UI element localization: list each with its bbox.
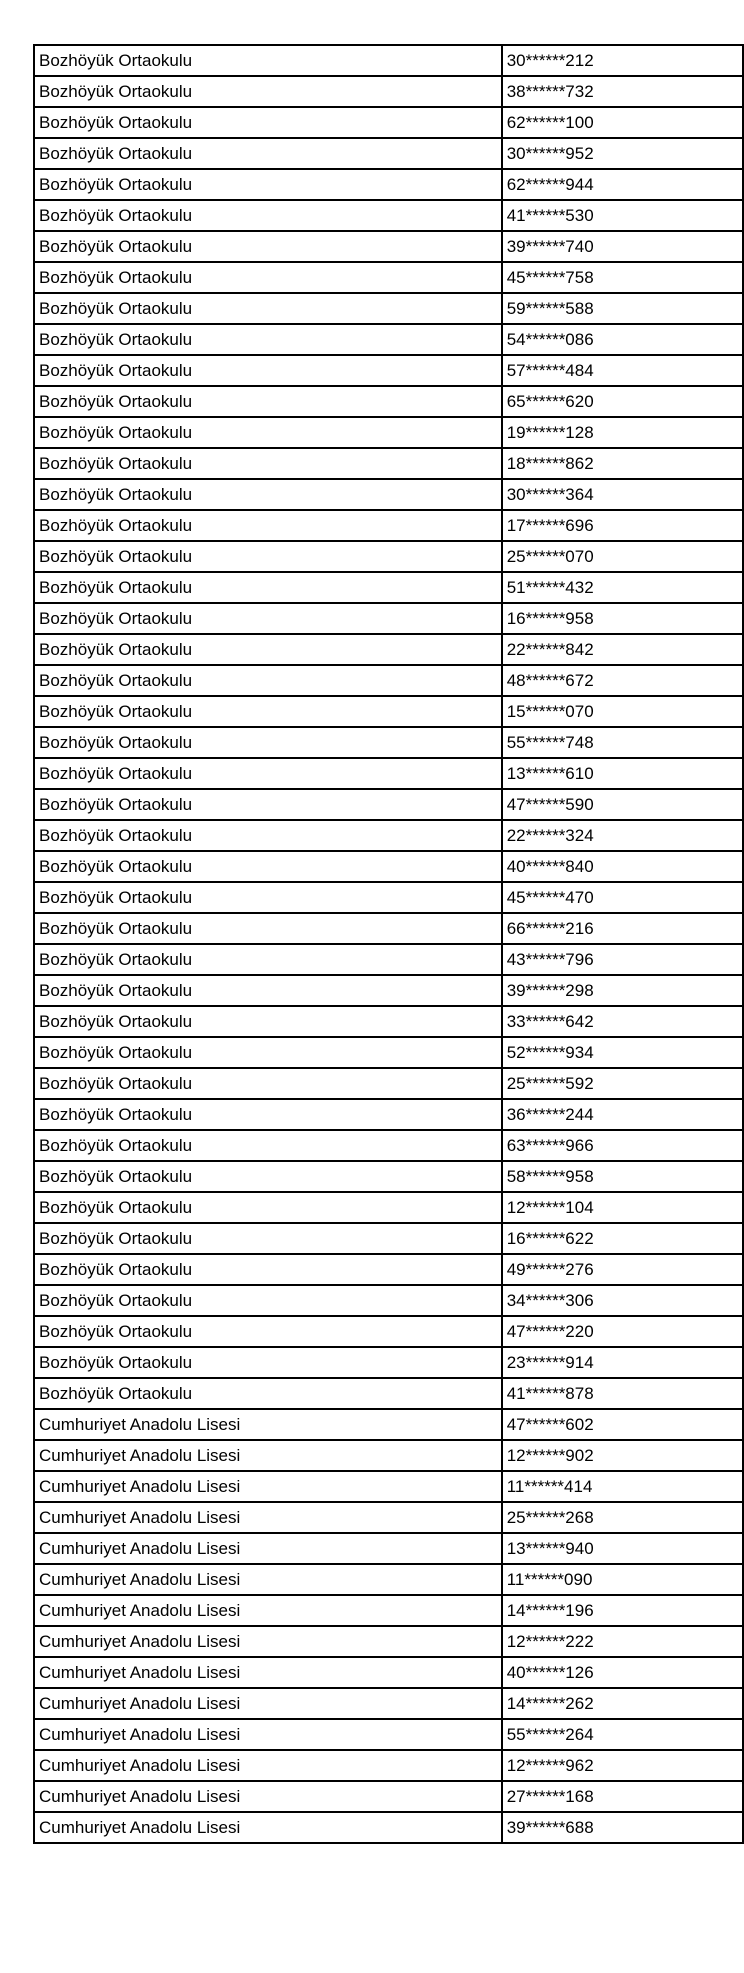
table-row bbox=[34, 76, 743, 107]
table-row bbox=[34, 541, 743, 572]
school-name-cell: Bozhöyük Ortaokulu bbox=[34, 696, 502, 727]
table-row bbox=[34, 1812, 743, 1843]
school-name-cell: Bozhöyük Ortaokulu bbox=[34, 76, 502, 107]
id-number-cell: 45******758 bbox=[502, 262, 743, 293]
table-row bbox=[34, 1254, 743, 1285]
school-name-cell: Bozhöyük Ortaokulu bbox=[34, 1037, 502, 1068]
id-number-cell: 59******588 bbox=[502, 293, 743, 324]
id-number-cell: 12******222 bbox=[502, 1626, 743, 1657]
table-row bbox=[34, 355, 743, 386]
school-name-cell: Cumhuriyet Anadolu Lisesi bbox=[34, 1719, 502, 1750]
table-row bbox=[34, 1781, 743, 1812]
school-name-cell: Bozhöyük Ortaokulu bbox=[34, 45, 502, 76]
table-row bbox=[34, 1006, 743, 1037]
id-number-cell: 55******264 bbox=[502, 1719, 743, 1750]
table-row bbox=[34, 789, 743, 820]
student-table bbox=[33, 44, 744, 1844]
school-name-cell: Bozhöyük Ortaokulu bbox=[34, 1130, 502, 1161]
school-name-cell: Cumhuriyet Anadolu Lisesi bbox=[34, 1564, 502, 1595]
table-row bbox=[34, 1719, 743, 1750]
table-row bbox=[34, 882, 743, 913]
table-row bbox=[34, 1688, 743, 1719]
school-name-cell: Cumhuriyet Anadolu Lisesi bbox=[34, 1440, 502, 1471]
school-name-cell: Bozhöyük Ortaokulu bbox=[34, 1161, 502, 1192]
school-name-cell: Bozhöyük Ortaokulu bbox=[34, 138, 502, 169]
school-name-cell: Bozhöyük Ortaokulu bbox=[34, 603, 502, 634]
document-sheet bbox=[33, 44, 744, 1844]
id-number-cell: 13******940 bbox=[502, 1533, 743, 1564]
table-row bbox=[34, 1595, 743, 1626]
table-row bbox=[34, 1440, 743, 1471]
id-number-cell: 41******530 bbox=[502, 200, 743, 231]
school-name-cell: Bozhöyük Ortaokulu bbox=[34, 200, 502, 231]
table-row bbox=[34, 1223, 743, 1254]
table-row bbox=[34, 138, 743, 169]
id-number-cell: 12******962 bbox=[502, 1750, 743, 1781]
id-number-cell: 38******732 bbox=[502, 76, 743, 107]
school-name-cell: Bozhöyük Ortaokulu bbox=[34, 324, 502, 355]
id-number-cell: 48******672 bbox=[502, 665, 743, 696]
table-row bbox=[34, 603, 743, 634]
table-row bbox=[34, 1285, 743, 1316]
table-row bbox=[34, 1626, 743, 1657]
table-row bbox=[34, 1409, 743, 1440]
id-number-cell: 40******840 bbox=[502, 851, 743, 882]
school-name-cell: Bozhöyük Ortaokulu bbox=[34, 262, 502, 293]
school-name-cell: Bozhöyük Ortaokulu bbox=[34, 851, 502, 882]
id-number-cell: 34******306 bbox=[502, 1285, 743, 1316]
table-row bbox=[34, 1750, 743, 1781]
table-row bbox=[34, 1130, 743, 1161]
id-number-cell: 41******878 bbox=[502, 1378, 743, 1409]
school-name-cell: Cumhuriyet Anadolu Lisesi bbox=[34, 1688, 502, 1719]
id-number-cell: 25******592 bbox=[502, 1068, 743, 1099]
school-name-cell: Bozhöyük Ortaokulu bbox=[34, 1068, 502, 1099]
school-name-cell: Bozhöyük Ortaokulu bbox=[34, 727, 502, 758]
table-row bbox=[34, 944, 743, 975]
table-row bbox=[34, 1564, 743, 1595]
school-name-cell: Bozhöyük Ortaokulu bbox=[34, 386, 502, 417]
id-number-cell: 12******902 bbox=[502, 1440, 743, 1471]
id-number-cell: 23******914 bbox=[502, 1347, 743, 1378]
table-row bbox=[34, 1037, 743, 1068]
table-row bbox=[34, 293, 743, 324]
school-name-cell: Bozhöyük Ortaokulu bbox=[34, 1316, 502, 1347]
id-number-cell: 25******070 bbox=[502, 541, 743, 572]
table-row bbox=[34, 727, 743, 758]
school-name-cell: Bozhöyük Ortaokulu bbox=[34, 1347, 502, 1378]
school-name-cell: Cumhuriyet Anadolu Lisesi bbox=[34, 1781, 502, 1812]
school-name-cell: Bozhöyük Ortaokulu bbox=[34, 231, 502, 262]
id-number-cell: 16******958 bbox=[502, 603, 743, 634]
table-row bbox=[34, 1068, 743, 1099]
school-name-cell: Cumhuriyet Anadolu Lisesi bbox=[34, 1626, 502, 1657]
school-name-cell: Cumhuriyet Anadolu Lisesi bbox=[34, 1471, 502, 1502]
school-name-cell: Bozhöyük Ortaokulu bbox=[34, 1099, 502, 1130]
id-number-cell: 45******470 bbox=[502, 882, 743, 913]
id-number-cell: 14******196 bbox=[502, 1595, 743, 1626]
table-row bbox=[34, 1099, 743, 1130]
id-number-cell: 27******168 bbox=[502, 1781, 743, 1812]
school-name-cell: Bozhöyük Ortaokulu bbox=[34, 1285, 502, 1316]
table-row bbox=[34, 913, 743, 944]
table-row bbox=[34, 448, 743, 479]
id-number-cell: 40******126 bbox=[502, 1657, 743, 1688]
table-row bbox=[34, 820, 743, 851]
school-name-cell: Bozhöyük Ortaokulu bbox=[34, 913, 502, 944]
id-number-cell: 19******128 bbox=[502, 417, 743, 448]
table-row bbox=[34, 758, 743, 789]
id-number-cell: 49******276 bbox=[502, 1254, 743, 1285]
school-name-cell: Bozhöyük Ortaokulu bbox=[34, 665, 502, 696]
id-number-cell: 11******090 bbox=[502, 1564, 743, 1595]
table-row bbox=[34, 479, 743, 510]
table-row bbox=[34, 1502, 743, 1533]
id-number-cell: 12******104 bbox=[502, 1192, 743, 1223]
school-name-cell: Bozhöyük Ortaokulu bbox=[34, 293, 502, 324]
school-name-cell: Cumhuriyet Anadolu Lisesi bbox=[34, 1409, 502, 1440]
id-number-cell: 47******590 bbox=[502, 789, 743, 820]
id-number-cell: 16******622 bbox=[502, 1223, 743, 1254]
school-name-cell: Bozhöyük Ortaokulu bbox=[34, 820, 502, 851]
table-row bbox=[34, 1657, 743, 1688]
school-name-cell: Bozhöyük Ortaokulu bbox=[34, 572, 502, 603]
school-name-cell: Bozhöyük Ortaokulu bbox=[34, 1006, 502, 1037]
table-row bbox=[34, 1347, 743, 1378]
id-number-cell: 66******216 bbox=[502, 913, 743, 944]
id-number-cell: 51******432 bbox=[502, 572, 743, 603]
table-row bbox=[34, 169, 743, 200]
table-row bbox=[34, 510, 743, 541]
school-name-cell: Bozhöyük Ortaokulu bbox=[34, 1223, 502, 1254]
school-name-cell: Bozhöyük Ortaokulu bbox=[34, 1192, 502, 1223]
table-row bbox=[34, 200, 743, 231]
id-number-cell: 13******610 bbox=[502, 758, 743, 789]
table-row bbox=[34, 696, 743, 727]
school-name-cell: Bozhöyük Ortaokulu bbox=[34, 479, 502, 510]
table-row bbox=[34, 1533, 743, 1564]
id-number-cell: 55******748 bbox=[502, 727, 743, 758]
school-name-cell: Bozhöyük Ortaokulu bbox=[34, 169, 502, 200]
school-name-cell: Cumhuriyet Anadolu Lisesi bbox=[34, 1812, 502, 1843]
id-number-cell: 43******796 bbox=[502, 944, 743, 975]
table-row bbox=[34, 1161, 743, 1192]
id-number-cell: 57******484 bbox=[502, 355, 743, 386]
table-body bbox=[34, 45, 743, 1843]
table-row bbox=[34, 231, 743, 262]
id-number-cell: 30******364 bbox=[502, 479, 743, 510]
id-number-cell: 30******212 bbox=[502, 45, 743, 76]
school-name-cell: Bozhöyük Ortaokulu bbox=[34, 448, 502, 479]
table-row bbox=[34, 1316, 743, 1347]
id-number-cell: 63******966 bbox=[502, 1130, 743, 1161]
id-number-cell: 33******642 bbox=[502, 1006, 743, 1037]
table-row bbox=[34, 324, 743, 355]
id-number-cell: 30******952 bbox=[502, 138, 743, 169]
id-number-cell: 52******934 bbox=[502, 1037, 743, 1068]
id-number-cell: 47******220 bbox=[502, 1316, 743, 1347]
school-name-cell: Cumhuriyet Anadolu Lisesi bbox=[34, 1533, 502, 1564]
school-name-cell: Bozhöyük Ortaokulu bbox=[34, 355, 502, 386]
id-number-cell: 62******100 bbox=[502, 107, 743, 138]
school-name-cell: Cumhuriyet Anadolu Lisesi bbox=[34, 1502, 502, 1533]
id-number-cell: 39******688 bbox=[502, 1812, 743, 1843]
id-number-cell: 65******620 bbox=[502, 386, 743, 417]
id-number-cell: 47******602 bbox=[502, 1409, 743, 1440]
school-name-cell: Bozhöyük Ortaokulu bbox=[34, 1254, 502, 1285]
school-name-cell: Cumhuriyet Anadolu Lisesi bbox=[34, 1657, 502, 1688]
table-row bbox=[34, 386, 743, 417]
school-name-cell: Bozhöyük Ortaokulu bbox=[34, 882, 502, 913]
id-number-cell: 22******324 bbox=[502, 820, 743, 851]
school-name-cell: Cumhuriyet Anadolu Lisesi bbox=[34, 1750, 502, 1781]
id-number-cell: 17******696 bbox=[502, 510, 743, 541]
table-row bbox=[34, 1192, 743, 1223]
table-row bbox=[34, 851, 743, 882]
school-name-cell: Bozhöyük Ortaokulu bbox=[34, 975, 502, 1006]
id-number-cell: 62******944 bbox=[502, 169, 743, 200]
id-number-cell: 39******298 bbox=[502, 975, 743, 1006]
school-name-cell: Bozhöyük Ortaokulu bbox=[34, 541, 502, 572]
table-row bbox=[34, 665, 743, 696]
school-name-cell: Bozhöyük Ortaokulu bbox=[34, 944, 502, 975]
school-name-cell: Bozhöyük Ortaokulu bbox=[34, 510, 502, 541]
table-row bbox=[34, 262, 743, 293]
id-number-cell: 25******268 bbox=[502, 1502, 743, 1533]
table-row bbox=[34, 572, 743, 603]
table-row bbox=[34, 1471, 743, 1502]
school-name-cell: Bozhöyük Ortaokulu bbox=[34, 1378, 502, 1409]
school-name-cell: Bozhöyük Ortaokulu bbox=[34, 417, 502, 448]
id-number-cell: 18******862 bbox=[502, 448, 743, 479]
id-number-cell: 58******958 bbox=[502, 1161, 743, 1192]
id-number-cell: 14******262 bbox=[502, 1688, 743, 1719]
table-row bbox=[34, 45, 743, 76]
school-name-cell: Bozhöyük Ortaokulu bbox=[34, 789, 502, 820]
id-number-cell: 39******740 bbox=[502, 231, 743, 262]
id-number-cell: 54******086 bbox=[502, 324, 743, 355]
table-row bbox=[34, 417, 743, 448]
table-row bbox=[34, 634, 743, 665]
school-name-cell: Bozhöyük Ortaokulu bbox=[34, 634, 502, 665]
table-row bbox=[34, 107, 743, 138]
id-number-cell: 36******244 bbox=[502, 1099, 743, 1130]
table-row bbox=[34, 1378, 743, 1409]
school-name-cell: Bozhöyük Ortaokulu bbox=[34, 107, 502, 138]
id-number-cell: 22******842 bbox=[502, 634, 743, 665]
id-number-cell: 11******414 bbox=[502, 1471, 743, 1502]
table-row bbox=[34, 975, 743, 1006]
school-name-cell: Cumhuriyet Anadolu Lisesi bbox=[34, 1595, 502, 1626]
id-number-cell: 15******070 bbox=[502, 696, 743, 727]
school-name-cell: Bozhöyük Ortaokulu bbox=[34, 758, 502, 789]
